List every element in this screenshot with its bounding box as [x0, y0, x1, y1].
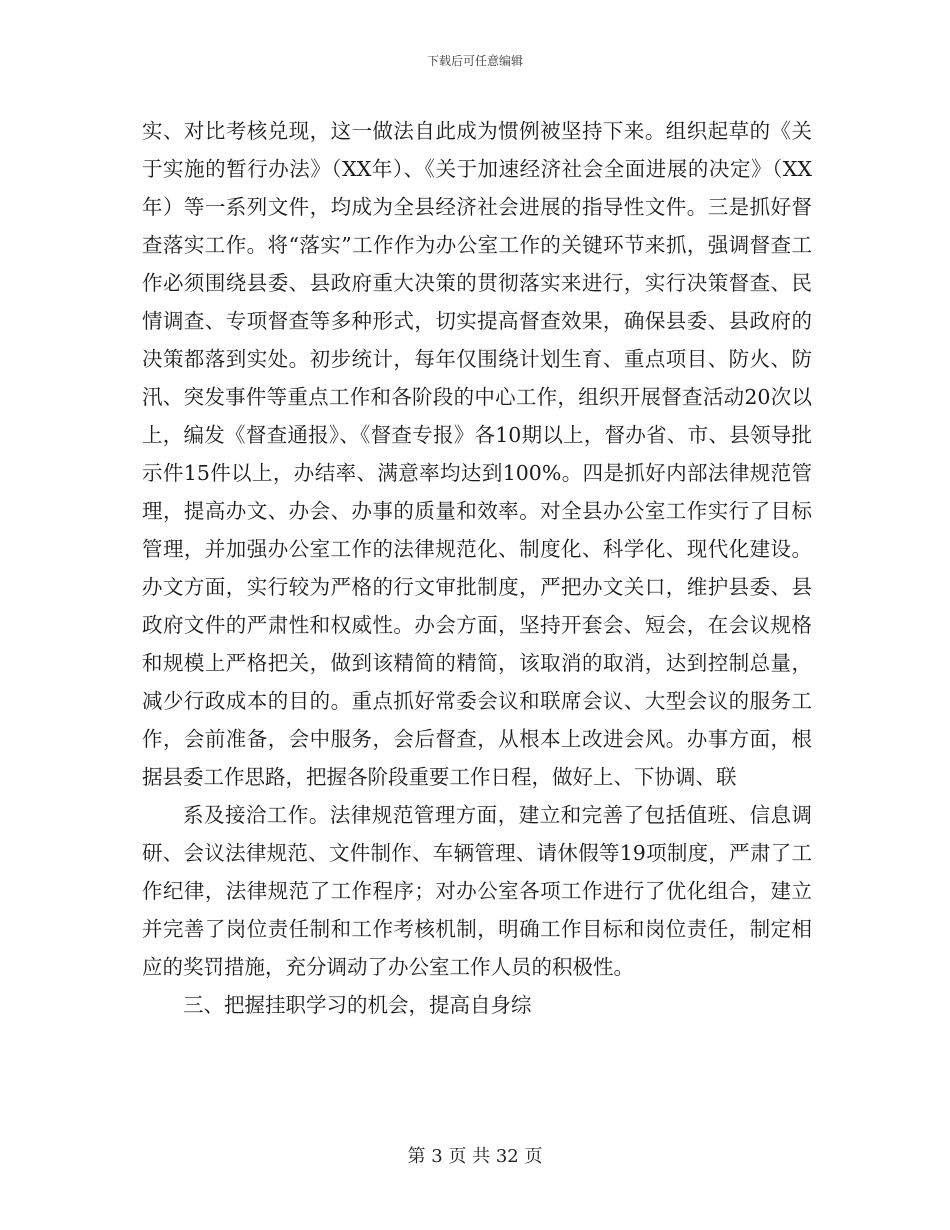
section-heading: 三、把握挂职学习的机会，提高自身综: [183, 993, 532, 1017]
page-number: 第 3 页 共 32 页: [407, 1146, 543, 1167]
body-paragraph-1: 实、对比考核兑现，这一做法自此成为惯例被坚持下来。组织起草的《关于实施的暂行办法》（XX年）、《关于加速经济社会全面进展的决定》（XX年）等一系列文件，均成为全县经济社会进展的指导性文件。三是抓好督查落实工作。将“落实”工作作为办公室工作的关键环节来抓，强调督查工作必须围绕县委、县政府重大决策的贯彻落实来进行，实行决策督查、民情调查、专项督查等多种形式，切实提高督查效果，确保县委、县政府的决策都落到实处。初步统计，每年仅围绕计划生育、重点项目、防火、防汛、突发事件等重点工作和各阶段的中心工作，组织开展督查活动20次以上，编发《督查通报》、《督查专报》各10期以上，督办省、市、县领导批示件15件以上，办结率、满意率均达到100%。四是抓好内部法律规范管理，提高办文、办会、办事的质量和效率。对全县办公室工作实行了目标管理，并加强办公室工作的法律规范化、制度化、科学化、现代化建设。办文方面，实行较为严格的行文审批制度，严把办文关口，维护县委、县政府文件的严肃性和权威性。办会方面，坚持开套会、短会，在会议规格和规模上严格把关，做到该精简的精简，该取消的取消，达到控制总量，减少行政成本的目的。重点抓好常委会议和联席会议、大型会议的服务工作，会前准备，会中服务，会后督查，从根本上改进会风。办事方面，根据县委工作思路，把握各阶段重要工作日程，做好上、下协调、联: [142, 119, 812, 789]
document-body: [142, 112, 812, 1024]
page-header: 下载后可任意编辑: [426, 54, 523, 68]
body-paragraph-2: 系及接洽工作。法律规范管理方面，建立和完善了包括值班、信息调研、会议法律规范、文件制作、车辆管理、请休假等19项制度，严肃了工作纪律，法律规范了工作程序；对办公室各项工作进行了优化组合，建立并完善了岗位责任制和工作考核机制，明确工作目标和岗位责任，制定相应的奖罚措施，充分调动了办公室工作人员的积极性。: [142, 803, 812, 979]
